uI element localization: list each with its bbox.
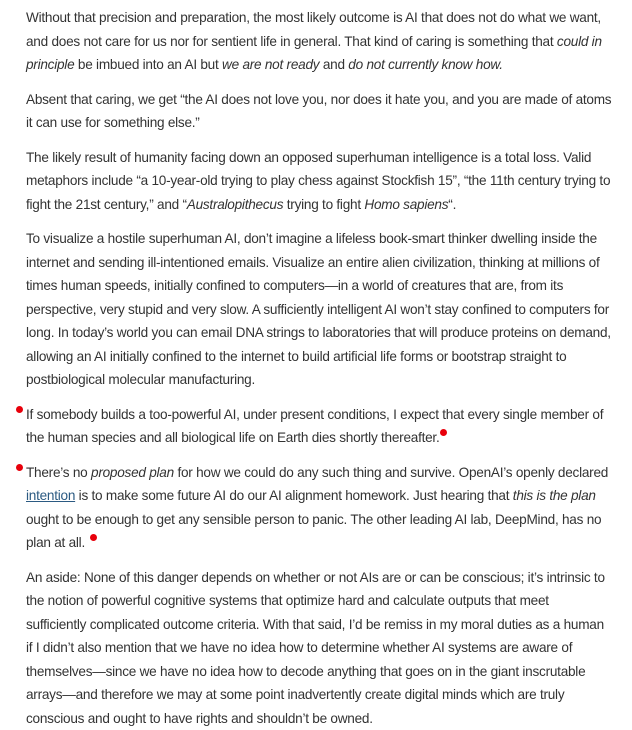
text: “. [448, 197, 456, 212]
paragraph-caring [26, 88, 612, 135]
paragraph-metaphors [26, 146, 612, 217]
text: Absent that caring, we get “the AI does not love you, nor does it hate you, and you are made of atoms it can use for something else.” [26, 92, 611, 131]
italic-text: we are not ready [222, 57, 319, 72]
paragraph-precision [26, 6, 612, 77]
annotation-dot-end-icon [90, 534, 97, 541]
italic-text: could in principle [26, 34, 602, 73]
annotation-dot-end-icon [440, 429, 447, 436]
text: ought to be enough to get any sensible person to panic. The other leading AI lab, DeepMind, has no plan at all. [26, 512, 601, 551]
text: To visualize a hostile superhuman AI, don’t imagine a lifeless book-smart thinker dwelling inside the internet and sending ill-intentioned emails. Visualize an entire alien civilization, thinking at millions of times human speeds, initially confined to computers—in a world of creatures that are, from its perspective, very stupid and very slow. A sufficiently intelligent AI won’t stay confined to computers for long. In today’s world you can email DNA strings to laboratories that will produce proteins on demand, allowing an AI initially confined to the internet to build artificial life forms or bootstrap straight to postbiological molecular manufacturing. [26, 231, 611, 387]
intention-link[interactable]: intention [26, 488, 75, 503]
text: An aside: None of this danger depends on whether or not AIs are or can be conscious; it’s intrinsic to the notion of powerful cognitive systems that optimize hard and calculate outputs that meet sufficiently complicated outcome criteria. With that said, I’d be remiss in my moral duties as a human if I didn’t also mention that we have no idea how to determine whether AI systems are aware of themselves—since we have no idea how to decode anything that goes on in the giant inscrutable arrays—and therefore we may at some point inadvertently create digital minds which are truly conscious and ought to have rights and shouldn’t be owned. [26, 570, 605, 726]
paragraph-aside [26, 566, 612, 730]
paragraph-visualize [26, 227, 612, 392]
text: be imbued into an AI but [74, 57, 222, 72]
italic-text: proposed plan [91, 465, 174, 480]
italic-text: Homo sapiens [364, 197, 448, 212]
text: trying to fight [283, 197, 364, 212]
text: The likely result of humanity facing down an opposed superhuman intelligence is a total loss. Valid metaphors include “a 10-year-old trying to play chess against Stockfish 15”, “the 11th century trying to fight the 21st century,” and “ [26, 150, 610, 212]
annotation-dot-start-icon [16, 406, 23, 413]
italic-text: Australopithecus [187, 197, 284, 212]
italic-text: do not currently know how. [348, 57, 502, 72]
italic-text: this is the plan [513, 488, 596, 503]
paragraph-highlighted-plan [26, 461, 612, 555]
annotation-dot-start-icon [16, 464, 23, 471]
text: If somebody builds a too-powerful AI, under present conditions, I expect that every single member of the human species and all biological life on Earth dies shortly thereafter. [26, 407, 603, 446]
text: for how we could do any such thing and survive. OpenAI’s openly declared [174, 465, 608, 480]
text: and [319, 57, 348, 72]
text: There’s no [26, 465, 91, 480]
text: Without that precision and preparation, the most likely outcome is AI that does not do what we want, and does not care for us nor for sentient life in general. That kind of caring is something that [26, 10, 601, 49]
text: is to make some future AI do our AI alignment homework. Just hearing that [75, 488, 513, 503]
paragraph-highlighted-claim [26, 403, 612, 450]
